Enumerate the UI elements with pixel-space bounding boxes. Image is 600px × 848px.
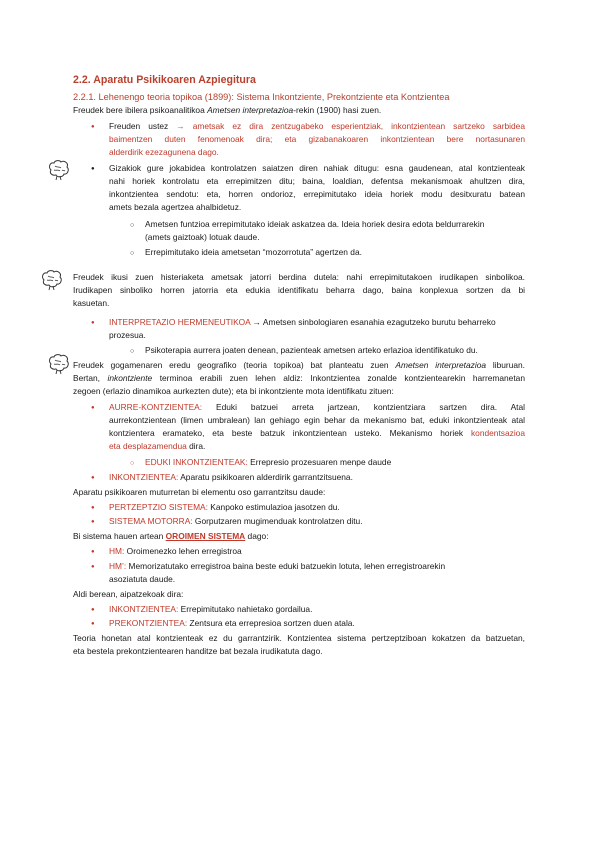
bullet-unconscious-store: INKONTZIENTEA: Errepimitutako nahietako gordailua. — [109, 604, 313, 614]
bullet-marker — [91, 545, 95, 559]
paragraph-conclusion-line1: Teoria honetan atal kontzienteak ez du garrantzirik. Kontzientea sistema pertzeptziboan kokatzen da batzuetan, — [73, 633, 525, 643]
sub-bullet-marker — [130, 218, 134, 233]
bullet-preconscious-line2: aurrekontzientean (limen umbralean) lan gehiago egin behar da mekanismo bat, eduki inkontzienteak atal — [109, 415, 525, 425]
sub-bullet-unconscious-contents: EDUKI INKONTZIENTEAK: Errepresio prozesuaren menpe daude — [145, 457, 392, 467]
paragraph-conclusion-line2: eta bestela prekontzientearen handitze bat bezala irudikatuta dago. — [73, 646, 323, 656]
bullet-perception-system: PERTZEPTZIO SISTEMA: Kanpoko estimulazioa jasotzen du. — [109, 502, 340, 512]
bullet-marker — [91, 501, 95, 515]
paragraph-hysteria-line2: Irudikapen sinboliko horren jatorria eta edukia identifikatu beharra dago, baina konplexua sortzen da bi — [73, 285, 525, 295]
bullet-hermeneutic-line2: prozesua. — [109, 330, 146, 340]
bullet-freud-view-line3: alderdirik ezezagunena dago. — [109, 147, 219, 157]
brain-doodle-icon — [46, 158, 72, 182]
paragraph-hysteria-line3: kasuetan. — [73, 298, 110, 308]
bullet-preconscious-line3: kontzientera eramateko, eta beste batzuk inkontzientean usteko. Mekanismo horiek kondentsazioa — [109, 428, 525, 438]
bullet-marker — [91, 515, 95, 529]
sub-bullet-disguised: Errepimitutako ideia ametsetan “mozorrotuta” agertzen da. — [145, 247, 362, 257]
paragraph-topographic-line1: Freudek gogamenaren eredu geografiko (teoria topikoa) bat planteatu zuen Ametsen interpretazioa liburuan. — [73, 360, 526, 370]
bullet-marker — [91, 560, 95, 574]
section-heading: 2.2. Aparatu Psikikoaren Azpiegitura — [73, 74, 256, 86]
bullet-desires-line1: Gizakiok gure jokabidea kontrolatzen saiatzen diren nahiak ditugu: esna gaudenean, atal kontzienteak — [109, 163, 525, 173]
paragraph-hysteria-line1: Freudek ikusi zuen histeriaketa ametsak jatorri berdina dutela: nahi errepimitutakoen irudikapen sinbolikoa. — [73, 272, 525, 282]
paragraph-also: Aldi berean, aipatzekoak dira: — [73, 589, 184, 599]
brain-doodle-icon — [46, 352, 72, 376]
bullet-marker — [91, 316, 95, 330]
bullet-freud-view-line2: baimentzen duten fenomenoak dira; eta gizabanakoaren inkontzientean bere nortasunaren — [109, 134, 525, 144]
bullet-freud-view: Freuden ustez → ametsak ez dira zentzugabeko esperientziak, inkontzientean sartzeko sarbidea — [109, 121, 525, 131]
bullet-marker — [91, 471, 95, 485]
bullet-preconscious-line4: eta desplazamendua dira. — [109, 441, 206, 451]
bullet-desires-line4: amets bezala agertzea ahalbidetuz. — [109, 202, 242, 212]
sub-bullet-marker — [130, 246, 134, 261]
bullet-motor-system: SISTEMA MOTORRA: Gorputzaren mugimenduak kontrolatzen ditu. — [109, 516, 363, 526]
sub-bullet-psychotherapy: Psikoterapia aurrera joaten denean, pazienteak ametsen arteko erlazioa identifikatuko du. — [145, 345, 478, 355]
paragraph-memory-system: Bi sistema hauen artean OROIMEN SISTEMA dago: — [73, 531, 269, 541]
bullet-desires-line3: inkontzientea sendotu: eta, horren ondorioz, errepimitutako ideia horiek modu desitxuratu batean — [109, 189, 525, 199]
paragraph-topographic-line3: zegoen (erlazio dinamikoa aurkezten dute); eta bi inkontziente mota identifikatu zituen: — [73, 386, 394, 396]
bullet-marker — [91, 617, 95, 631]
bullet-marker — [91, 120, 95, 134]
paragraph-topographic-line2: Bertan, inkontziente terminoa erabili zuen lehen aldiz: Inkontzientea zonalde kontzientearekin harremanetan — [73, 373, 525, 383]
bullet-hm-prime-line2: asoziatuta daude. — [109, 574, 176, 584]
sub-bullet-dream-function: Ametsen funtzioa errepimitutako ideiak askatzea da. Ideia horiek desira edota beldurrarekin — [145, 219, 485, 229]
bullet-hermeneutic: INTERPRETAZIO HERMENEUTIKOA → Ametsen sinbologiaren esanahia ezagutzeko burutu beharreko — [109, 317, 496, 327]
sub-bullet-marker — [130, 344, 134, 359]
bullet-unconscious: INKONTZIENTEA: Aparatu psikikoaren alderdirik garrantzitsuena. — [109, 472, 353, 482]
bullet-marker — [91, 162, 95, 176]
brain-doodle-icon — [39, 268, 65, 292]
bullet-desires-line2: nahi horiek kontrolatu eta errepimitzen ditu; baina, loaldian, defentsa mekanismoak ahultzen dira, — [109, 176, 525, 186]
intro-paragraph: Freudek bere ibilera psikoanalitikoa Ametsen interpretazioa-rekin (1900) hasi zuen. — [73, 105, 382, 115]
bullet-preconscious-line1: AURRE-KONTZIENTEA: Eduki batzuei arreta jartzean, kontzientziara sartzen dira. Atal — [109, 402, 525, 412]
bullet-marker — [91, 603, 95, 617]
bullet-hm: HM: Oroimenezko lehen erregistroa — [109, 546, 242, 556]
bullet-marker — [91, 401, 95, 415]
sub-bullet-marker — [130, 456, 134, 471]
bullet-hm-prime: HM’: Memorizatutako erregistroa baina beste eduki batzuekin lotuta, lehen erregistroarekin — [109, 561, 446, 571]
subsection-heading: 2.2.1. Lehenengo teoria topikoa (1899): Sistema Inkontziente, Prekontziente eta Kontzientea — [73, 92, 450, 102]
paragraph-extremes: Aparatu psikikoaren muturretan bi elementu oso garrantzitsu daude: — [73, 487, 326, 497]
sub-bullet-dream-function-line2: (amets gaiztoak) lotuak daude. — [145, 232, 260, 242]
bullet-preconscious-censorship: PREKONTZIENTEA: Zentsura eta errepresioa sortzen duen atala. — [109, 618, 355, 628]
